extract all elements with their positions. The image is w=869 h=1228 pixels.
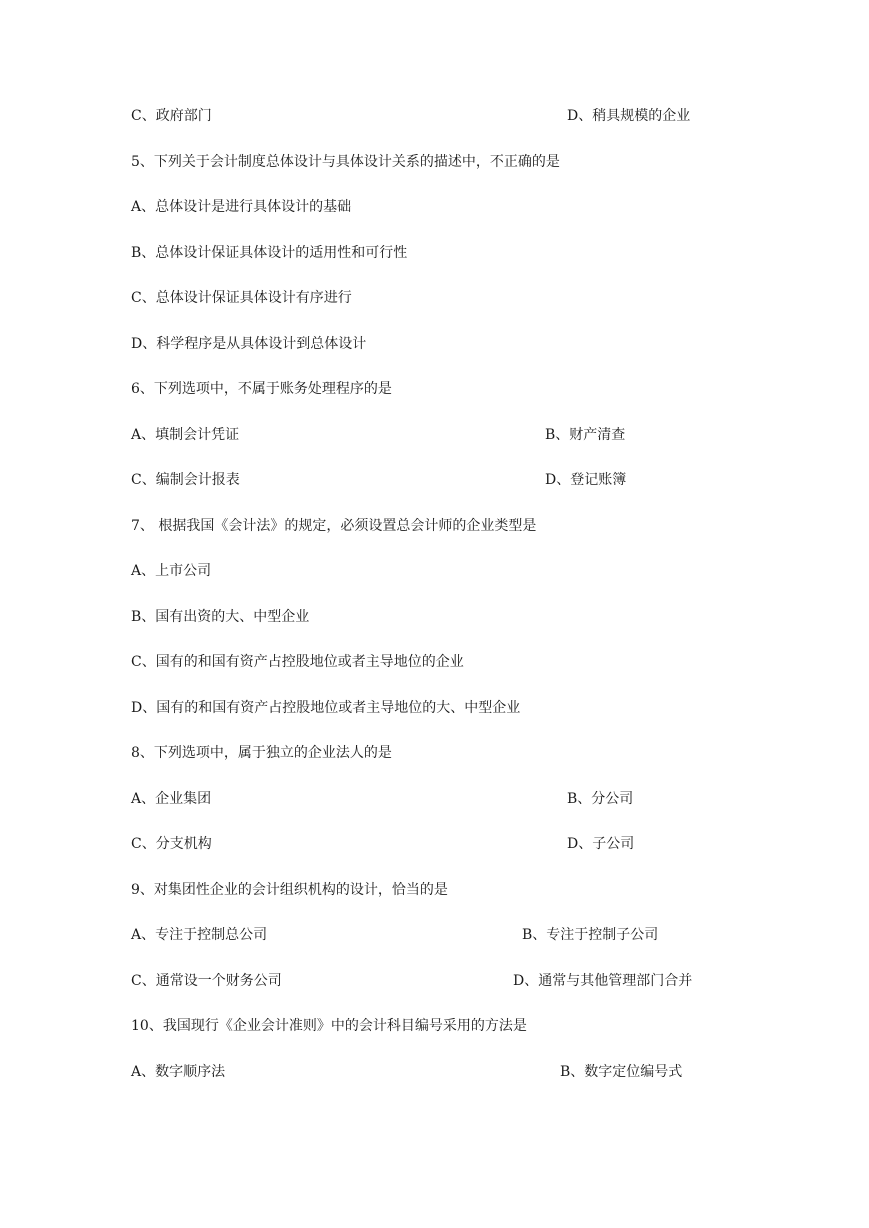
question-6-option-a: A、填制会计凭证: [131, 427, 240, 443]
question-6-text: 6、下列选项中，不属于账务处理程序的是: [131, 381, 392, 397]
question-7-option-d: D、国有的和国有资产占控股地位或者主导地位的大、中型企业: [131, 700, 521, 716]
question-8-text: 8、下列选项中，属于独立的企业法人的是: [131, 745, 392, 761]
question-7-option-c: C、国有的和国有资产占控股地位或者主导地位的企业: [131, 654, 464, 670]
question-5-option-d: D、科学程序是从具体设计到总体设计: [131, 336, 367, 352]
question-9-text: 9、对集团性企业的会计组织机构的设计，恰当的是: [131, 882, 448, 898]
question-7-text: 7、 根据我国《会计法》的规定，必须设置总会计师的企业类型是: [131, 518, 537, 534]
question-7-option-b: B、国有出资的大、中型企业: [131, 609, 310, 625]
question-4-option-c: C、政府部门: [131, 108, 212, 124]
question-10-text: 10、我国现行《企业会计准则》中的会计科目编号采用的方法是: [131, 1018, 527, 1034]
question-8-option-c: C、分支机构: [131, 836, 212, 852]
question-4-option-d: D、稍具规模的企业: [567, 108, 691, 124]
question-5-option-a: A、总体设计是进行具体设计的基础: [131, 199, 352, 215]
question-5-option-b: B、总体设计保证具体设计的适用性和可行性: [131, 245, 408, 261]
question-6-option-c: C、编制会计报表: [131, 472, 240, 488]
question-7-option-a: A、上市公司: [131, 563, 212, 579]
question-8-option-a: A、企业集团: [131, 791, 212, 807]
question-9-option-a: A、专注于控制总公司: [131, 927, 268, 943]
question-9-option-c: C、通常设一个财务公司: [131, 973, 282, 989]
question-9-option-b: B、专注于控制子公司: [522, 927, 659, 943]
question-6-option-d: D、登记账簿: [545, 472, 627, 488]
question-5-option-c: C、总体设计保证具体设计有序进行: [131, 290, 352, 306]
question-8-option-d: D、子公司: [567, 836, 635, 852]
question-5-text: 5、下列关于会计制度总体设计与具体设计关系的描述中，不正确的是: [131, 154, 560, 170]
question-10-option-b: B、数字定位编号式: [560, 1064, 683, 1080]
question-10-option-a: A、数字顺序法: [131, 1064, 226, 1080]
question-9-option-d: D、通常与其他管理部门合并: [513, 973, 693, 989]
question-8-option-b: B、分公司: [567, 791, 634, 807]
question-6-option-b: B、财产清查: [545, 427, 626, 443]
